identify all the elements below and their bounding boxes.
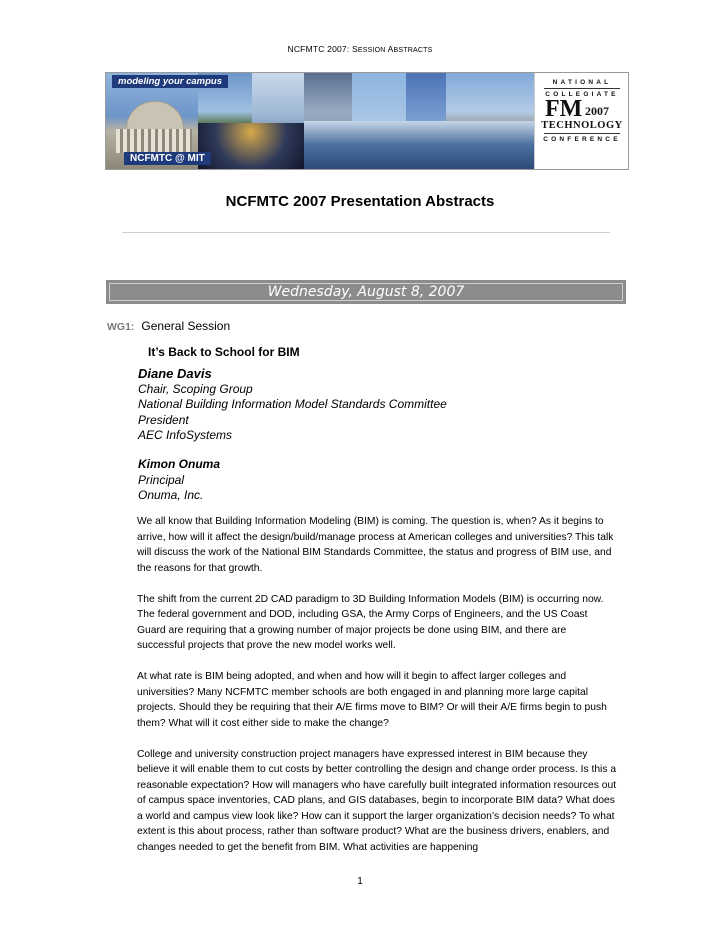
page-number: 1 bbox=[357, 876, 363, 887]
session-heading bbox=[107, 319, 230, 333]
logo-fm: FM bbox=[545, 96, 583, 122]
speaker-affiliation: President bbox=[138, 412, 189, 427]
logo-year: 2007 bbox=[585, 104, 609, 118]
running-header: NCFMTC 2007: SESSION ABSTRACTS bbox=[287, 44, 433, 54]
abstract-paragraph: We all know that Building Information Modeling (BIM) is coming. The question is, when? As it begins to arrive, how will it affect the design/build/manage process at American colleges and universities? This talk will discuss the work of the National BIM Standards Committee, the status and progress of BIM use, and the reasons for that growth. bbox=[137, 516, 614, 574]
logo-rule bbox=[544, 88, 620, 89]
banner-tagline: modeling your campus bbox=[112, 75, 228, 88]
speaker-block bbox=[138, 366, 447, 444]
conference-banner bbox=[105, 72, 629, 170]
speaker-affiliation: Chair, Scoping Group bbox=[138, 381, 253, 396]
logo-line-collegiate: COLLEGIATE bbox=[545, 91, 619, 98]
columns-shape bbox=[116, 129, 192, 153]
logo-line-national: NATIONAL bbox=[552, 79, 612, 86]
day-label: Wednesday, August 8, 2007 bbox=[267, 284, 465, 300]
session-code: WG1: bbox=[107, 321, 135, 333]
page-title: NCFMTC 2007 Presentation Abstracts bbox=[225, 193, 495, 210]
banner-location-label: NCFMTC @ MIT bbox=[124, 152, 211, 165]
logo-rule bbox=[544, 133, 620, 134]
speaker-affiliation: National Building Information Model Standards Committee bbox=[138, 397, 447, 411]
speaker-name: Diane Davis bbox=[138, 366, 212, 381]
banner-photo-sailboats bbox=[304, 121, 534, 169]
speaker-affiliation: AEC InfoSystems bbox=[138, 428, 233, 442]
logo-line-technology: TECHNOLOGY bbox=[541, 120, 623, 131]
abstract-paragraph: The shift from the current 2D CAD paradigm to 3D Building Information Models (BIM) is occurring now. The federal government and DOD, including GSA, the Army Corps of Engineers, and the US Coast Guard are requiring that a growing number of major projects be done using BIM, and there are successful projects that prove the new model works well. bbox=[137, 593, 604, 651]
day-banner bbox=[106, 280, 626, 304]
abstract-paragraph: College and university construction project managers have expressed interest in BIM because they believe it will enable them to cut costs by better controlling the design and change order process. Is this a reasonable expectation? How will managers who have carefully built integrated information resources out of campus space inventories, CAD plans, and GIS databases, begin to incorporate BIM data? What does a world and campus view look like? How can it support the larger organization’s decision needs? To what extent is this about process, rather than software product? What are the business drivers, enablers, and changes needed to get the benefit from BIM. What activities are happening bbox=[137, 748, 617, 853]
speaker-affiliation: Onuma, Inc. bbox=[138, 488, 204, 502]
title-divider bbox=[122, 232, 610, 233]
speaker-affiliation: Principal bbox=[138, 472, 185, 487]
speaker-block bbox=[138, 457, 220, 504]
session-name: General Session bbox=[141, 319, 231, 333]
speaker-name: Kimon Onuma bbox=[138, 457, 221, 471]
abstract-paragraph: At what rate is BIM being adopted, and when and how will it begin to affect larger colleges and universities? Many NCFMTC member schools are both engaged in and planning more large capital projects. Should they be requiring that their A/E firms move to BIM? Or will their A/E firms begin to push them? What will it cost either side to make the change? bbox=[137, 671, 607, 729]
talk-title: It’s Back to School for BIM bbox=[148, 345, 300, 359]
abstract-body bbox=[137, 514, 617, 871]
logo-line-conference: CONFERENCE bbox=[543, 136, 621, 143]
conference-logo bbox=[534, 73, 629, 169]
banner-photo-night bbox=[198, 123, 304, 169]
